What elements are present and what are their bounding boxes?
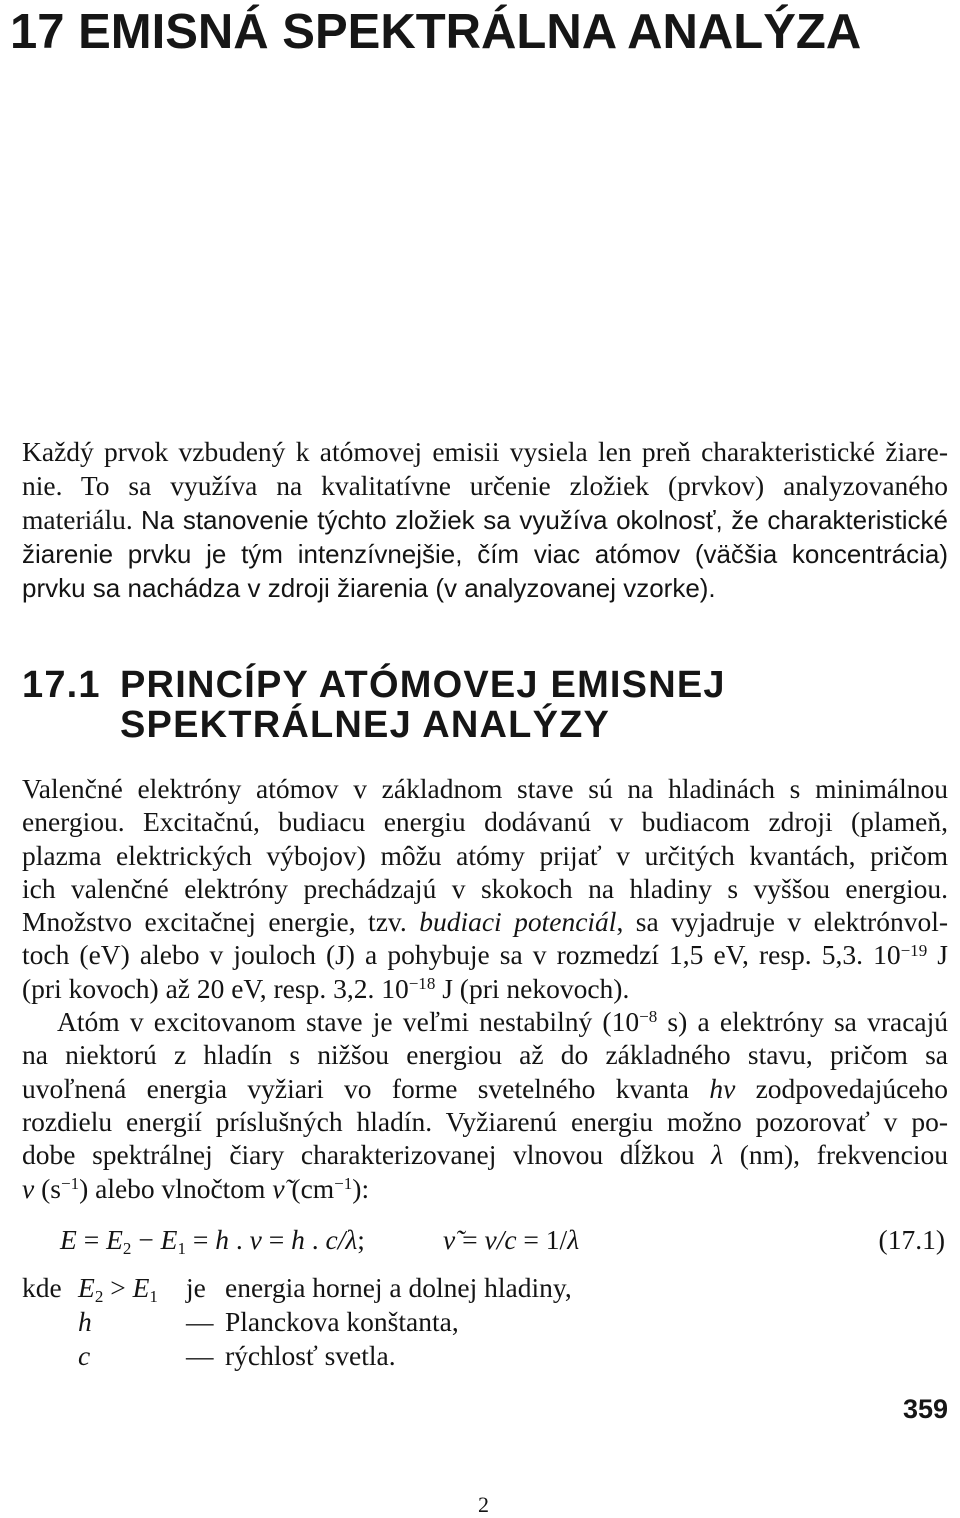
superscript: −1 bbox=[334, 1173, 353, 1193]
italic-text: E bbox=[160, 1224, 178, 1255]
text-run: (pri kovoch) až 20 eV, resp. 3,2. 10 bbox=[22, 972, 409, 1004]
text-run: Na stanovenie týchto zložiek sa využíva okolnosť, že charakteristické bbox=[140, 505, 948, 535]
italic-text: E bbox=[78, 1272, 95, 1303]
text-line bbox=[22, 972, 948, 1005]
body-paragraph bbox=[22, 1005, 948, 1205]
text-run: energiou. Excitačnú, budiacu energiu dodávanú v budiacom zdroji (plameň, bbox=[22, 806, 948, 838]
text-run: Atóm v excitovanom stave je veľmi nestabilný (10 bbox=[57, 1006, 640, 1038]
text-run: − bbox=[131, 1224, 161, 1255]
text-run: Množstvo excitačnej energie, tzv. bbox=[22, 906, 420, 938]
definition-term bbox=[78, 1339, 90, 1373]
text-line bbox=[22, 805, 948, 838]
italic-text: E bbox=[60, 1224, 77, 1255]
definition-text: energia hornej a dolnej hladiny, bbox=[225, 1272, 572, 1303]
definition-separator: — bbox=[186, 1306, 214, 1337]
text-run: = bbox=[186, 1224, 216, 1255]
superscript: −19 bbox=[900, 940, 928, 960]
italic-text: λ bbox=[711, 1139, 724, 1171]
text-run: ) alebo vlnočtom bbox=[79, 1172, 273, 1204]
italic-text: hν bbox=[709, 1072, 736, 1104]
equation-energy-formula bbox=[60, 1223, 365, 1257]
text-run: (cm bbox=[284, 1172, 335, 1204]
italic-text: ν bbox=[22, 1172, 35, 1204]
definition-lead: kde bbox=[22, 1272, 62, 1303]
text-run: nie. To sa využíva na kvalitatívne určenie zložiek (prvkov) analyzovaného bbox=[22, 470, 948, 501]
text-run: > bbox=[103, 1272, 133, 1303]
text-run: (nm), frekvenciou bbox=[723, 1139, 948, 1171]
section-title-line-1: PRINCÍPY ATÓMOVEJ EMISNEJ bbox=[120, 664, 726, 706]
definition-separator: je bbox=[186, 1272, 206, 1303]
text-run: ich valenčné elektróny prechádzajú v skokoch na hladiny s vyššou energiou. bbox=[22, 872, 948, 904]
text-line bbox=[22, 772, 948, 805]
text-run: toch (eV) alebo v jouloch (J) a pohybuje sa v rozmedzí 1,5 eV, resp. 5,3. 10 bbox=[22, 939, 901, 971]
text-line bbox=[22, 839, 948, 872]
definition-term bbox=[78, 1305, 92, 1339]
text-run: Valenčné elektróny atómov v základnom stave sú na hladinách s minimálnou bbox=[22, 773, 948, 804]
equation-wavenumber-formula bbox=[443, 1223, 579, 1257]
definition-separator: — bbox=[186, 1340, 214, 1371]
definition-row bbox=[0, 1271, 960, 1305]
text-run: ): bbox=[352, 1172, 370, 1204]
superscript: −18 bbox=[408, 973, 436, 993]
text-run: . bbox=[229, 1224, 250, 1255]
text-run: dobe spektrálnej čiary charakterizovanej vlnovou dĺžkou bbox=[22, 1139, 712, 1171]
text-line bbox=[22, 537, 948, 571]
text-run: , sa vyjadruje v elektrónvol- bbox=[616, 906, 948, 938]
text-line bbox=[22, 905, 948, 938]
text-run: = 1/ bbox=[516, 1224, 568, 1255]
text-run: ; bbox=[357, 1224, 365, 1255]
text-line bbox=[22, 1138, 948, 1171]
equation bbox=[0, 1223, 960, 1257]
text-run: plazma elektrických výbojov) môžu atómy prijať v určitých kvantách, pričom bbox=[22, 839, 948, 871]
text-run: žiarenie prvku je tým intenzívnejšie, čím viac atómov (väčšia koncentrácia) bbox=[22, 539, 948, 569]
italic-text: h bbox=[78, 1306, 92, 1337]
text-line bbox=[22, 938, 948, 971]
subscript: 2 bbox=[122, 1238, 132, 1258]
superscript: −1 bbox=[60, 1173, 80, 1193]
definition-text: Planckova konštanta, bbox=[225, 1306, 459, 1337]
italic-text: ν̃ bbox=[272, 1172, 285, 1204]
definition-text: rýchlosť svetla. bbox=[225, 1340, 396, 1371]
section-title-line-2: SPEKTRÁLNEJ ANALÝZY bbox=[120, 704, 611, 746]
text-run: J (pri nekovoch). bbox=[435, 972, 630, 1004]
subscript: 2 bbox=[94, 1286, 104, 1306]
italic-text: ν bbox=[249, 1224, 262, 1255]
text-run: = bbox=[455, 1224, 485, 1255]
italic-text: c bbox=[78, 1340, 91, 1371]
body-paragraph bbox=[22, 772, 948, 1005]
text-line bbox=[22, 1105, 948, 1138]
subscript: 1 bbox=[177, 1238, 186, 1258]
text-run: Každý prvok vzbudený k atómovej emisii vysiela len preň charakteristické žiare- bbox=[22, 436, 948, 467]
text-line bbox=[22, 872, 948, 905]
italic-text: h bbox=[291, 1224, 305, 1255]
intro-paragraph bbox=[22, 435, 948, 605]
equation-number: (17.1) bbox=[878, 1224, 945, 1255]
text-line bbox=[22, 1038, 948, 1071]
superscript: −8 bbox=[639, 1007, 658, 1027]
chapter-title: 17 EMISNÁ SPEKTRÁLNA ANALÝZA bbox=[10, 5, 862, 59]
page-number: 359 bbox=[902, 1394, 948, 1424]
text-run: uvoľnená energia vyžiari vo forme svetelného kvanta bbox=[22, 1072, 710, 1104]
italic-text: ν̃ bbox=[443, 1224, 456, 1255]
text-run: = bbox=[76, 1224, 107, 1255]
subscript: 1 bbox=[149, 1286, 158, 1306]
definition-term bbox=[78, 1271, 158, 1305]
text-run: (s bbox=[34, 1172, 61, 1204]
text-run: rozdielu energií príslušných hladín. Vyžiarenú energiu možno pozorovať v po- bbox=[22, 1105, 948, 1137]
text-line bbox=[22, 1005, 948, 1038]
italic-text: ν/c bbox=[484, 1224, 517, 1255]
text-run: J bbox=[927, 939, 949, 971]
italic-text: budiaci potenciál bbox=[419, 906, 617, 938]
italic-text: c/λ bbox=[325, 1224, 358, 1255]
text-line bbox=[22, 469, 948, 503]
italic-text: E bbox=[106, 1224, 123, 1255]
section-number: 17.1 bbox=[22, 664, 101, 706]
definition-row bbox=[0, 1305, 960, 1339]
italic-text: λ bbox=[567, 1224, 580, 1255]
section-heading-line-1 bbox=[22, 665, 726, 705]
text-run: materiálu. bbox=[22, 504, 141, 535]
text-run: . bbox=[304, 1224, 326, 1255]
text-run: s) a elektróny sa vracajú bbox=[657, 1006, 948, 1038]
text-line bbox=[22, 1172, 948, 1205]
italic-text: h bbox=[215, 1224, 230, 1255]
text-line bbox=[22, 503, 948, 537]
text-line bbox=[22, 1072, 948, 1105]
text-run: prvku sa nachádza v zdroji žiarenia (v analyzovanej vzorke). bbox=[22, 573, 716, 603]
definition-list bbox=[0, 1271, 960, 1373]
definition-row bbox=[0, 1339, 960, 1373]
section-heading bbox=[22, 665, 726, 745]
italic-text: E bbox=[132, 1272, 150, 1303]
text-run: = bbox=[261, 1224, 292, 1255]
text-line bbox=[22, 571, 948, 605]
text-run: na niektorú z hladín s nižšou energiou až do základného stavu, pričom sa bbox=[22, 1039, 948, 1071]
text-line bbox=[22, 435, 948, 469]
text-run: zodpovedajúceho bbox=[735, 1072, 949, 1104]
footer-mark: 2 bbox=[478, 1492, 489, 1517]
